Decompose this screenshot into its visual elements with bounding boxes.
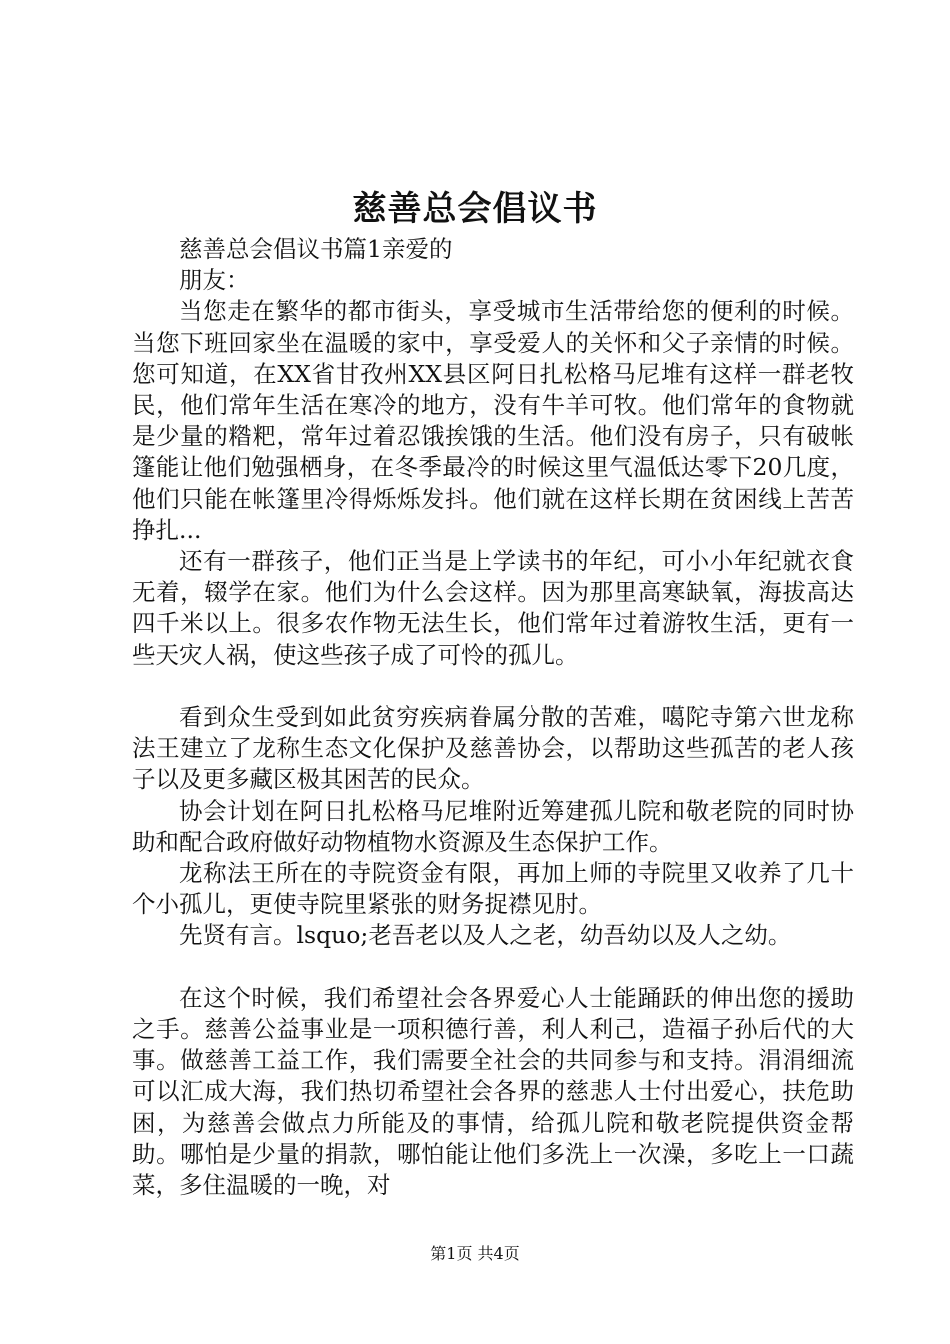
document-body <box>132 234 854 1201</box>
paragraph-herders: 当您走在繁华的都市街头，享受城市生活带给您的便利的时候。当您下班回家坐在温暖的家中，享受爱人的关怀和父子亲情的时候。您可知道，在XX省甘孜州XX县区阿日扎松格马尼堆有这样一群老牧民，他们常年生活在寒冷的地方，没有牛羊可牧。他们常年的食物就是少量的糌粑，常年过着忍饿挨饿的生活。他们没有房子，只有破帐篷能让他们勉强栖身，在冬季最冷的时候这里气温低达零下20几度，他们只能在帐篷里冷得烁烁发抖。他们就在这样长期在贫困线上苦苦挣扎... <box>132 297 854 544</box>
paragraph-association: 看到众生受到如此贫穷疾病眷属分散的苦难，噶陀寺第六世龙称法王建立了龙称生态文化保护及慈善协会，以帮助这些孤苦的老人孩子以及更多藏区极其困苦的民众。 <box>132 703 854 794</box>
document-title: 慈善总会倡议书 <box>352 189 598 229</box>
paragraph-quote: 先贤有言。lsquo;老吾老以及人之老，幼吾幼以及人之幼。 <box>179 921 792 950</box>
paragraph-children: 还有一群孩子，他们正当是上学读书的年纪，可小小年纪就衣食无着，辍学在家。他们为什么会这样。因为那里高寒缺氧，海拔高达四千米以上。很多农作物无法生长，他们常年过着游牧生活，更有一些天灾人祸，使这些孩子成了可怜的孤儿。 <box>132 547 854 669</box>
paragraph-heading-line: 慈善总会倡议书篇1亲爱的 <box>179 235 453 263</box>
paragraph-plan: 协会计划在阿日扎松格马尼堆附近筹建孤儿院和敬老院的同时协助和配合政府做好动物植物水资源及生态保护工作。 <box>132 796 854 856</box>
page-number-footer: 第1页 共4页 <box>430 1244 520 1263</box>
paragraph-funds: 龙称法王所在的寺院资金有限，再加上师的寺院里又收养了几十个小孤儿，更使寺院里紧张的财务捉襟见肘。 <box>132 859 854 919</box>
paragraph-salutation: 朋友： <box>179 266 250 295</box>
paragraph-appeal: 在这个时候，我们希望社会各界爱心人士能踊跃的伸出您的援助之手。慈善公益事业是一项积德行善，利人利己，造福子孙后代的大事。做慈善工益工作，我们需要全社会的共同参与和支持。涓涓细流可以汇成大海，我们热切希望社会各界的慈悲人士付出爱心，扶危助困，为慈善会做点力所能及的事情，给孤儿院和敬老院提供资金帮助。哪怕是少量的捐款，哪怕能让他们多洗上一次澡，多吃上一口蔬菜，多住温暖的一晚，对 <box>132 983 854 1200</box>
